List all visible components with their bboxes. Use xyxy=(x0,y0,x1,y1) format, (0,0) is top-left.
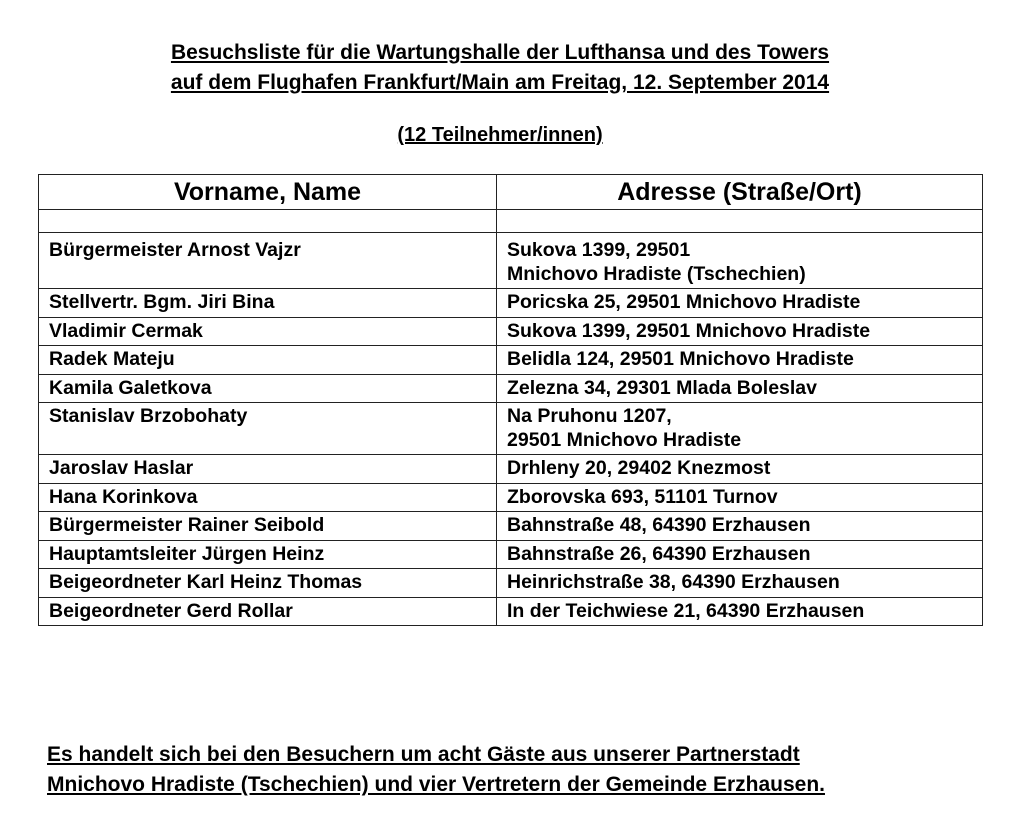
address-line-1: Drhleny 20, 29402 Knezmost xyxy=(507,457,771,479)
address-line-1: Heinrichstraße 38, 64390 Erzhausen xyxy=(507,571,840,593)
visitor-address-cell xyxy=(497,512,983,541)
table-row xyxy=(39,233,983,289)
visitor-address-cell xyxy=(497,597,983,626)
table-row xyxy=(39,289,983,318)
empty-cell xyxy=(497,210,983,233)
address-line-1: Poricska 25, 29501 Mnichovo Hradiste xyxy=(507,291,861,313)
title-line-2: auf dem Flughafen Frankfurt/Main am Freitag, 12. September 2014 xyxy=(170,71,830,94)
address-line-1: Zelezna 34, 29301 Mlada Boleslav xyxy=(507,376,818,399)
visitor-address-cell xyxy=(497,540,983,569)
address-line-1: Bahnstraße 26, 64390 Erzhausen xyxy=(507,542,811,565)
table-row xyxy=(39,483,983,512)
visitor-name-cell: Beigeordneter Gerd Rollar xyxy=(39,597,497,626)
participant-count: (12 Teilnehmer/innen) xyxy=(397,124,603,146)
table-row xyxy=(39,540,983,569)
visitor-name-cell: Jaroslav Haslar xyxy=(39,455,497,484)
visitor-name-cell: Kamila Galetkova xyxy=(39,374,497,403)
visitor-name-cell: Bürgermeister Rainer Seibold xyxy=(39,512,497,541)
visitor-address-cell xyxy=(497,483,983,512)
address-line-1: Belidla 124, 29501 Mnichovo Hradiste xyxy=(507,348,854,370)
table-row xyxy=(39,455,983,484)
visitor-address-cell xyxy=(497,346,983,375)
note-line-2: Mnichovo Hradiste (Tschechien) und vier Vertretern der Gemeinde Erzhausen. xyxy=(47,773,825,796)
visitor-address-cell xyxy=(497,403,983,455)
column-header-address: Adresse (Straße/Ort) xyxy=(497,175,983,210)
note-line-1: Es handelt sich bei den Besuchern um acht Gäste aus unserer Partnerstadt xyxy=(47,743,800,766)
visitor-name-cell: Bürgermeister Arnost Vajzr xyxy=(39,233,497,289)
visitor-name-cell: Radek Mateju xyxy=(39,346,497,375)
column-header-name: Vorname, Name xyxy=(39,175,497,210)
table-row xyxy=(39,512,983,541)
visitor-address-cell xyxy=(497,569,983,598)
visitor-address-cell xyxy=(497,289,983,318)
visitor-table xyxy=(38,174,983,626)
table-row xyxy=(39,317,983,346)
visitor-address-cell xyxy=(497,455,983,484)
visitor-name-cell: Stellvertr. Bgm. Jiri Bina xyxy=(39,289,497,318)
address-line-1: In der Teichwiese 21, 64390 Erzhausen xyxy=(507,599,865,622)
empty-row xyxy=(39,210,983,233)
address-line-1: Bahnstraße 48, 64390 Erzhausen xyxy=(507,514,811,536)
empty-cell xyxy=(39,210,497,233)
visitor-name-cell: Stanislav Brzobohaty xyxy=(39,403,497,455)
address-line-1: Na Pruhonu 1207, xyxy=(507,405,672,427)
table-row xyxy=(39,569,983,598)
address-line-2: 29501 Mnichovo Hradiste xyxy=(507,428,742,451)
table-row xyxy=(39,597,983,626)
visitor-name-cell: Beigeordneter Karl Heinz Thomas xyxy=(39,569,497,598)
visitor-address-cell xyxy=(497,317,983,346)
visitor-address-cell xyxy=(497,233,983,289)
table-row xyxy=(39,403,983,455)
visitor-name-cell: Hana Korinkova xyxy=(39,483,497,512)
table-row xyxy=(39,374,983,403)
visitor-address-cell xyxy=(497,374,983,403)
table-header-row xyxy=(39,175,983,210)
table-row xyxy=(39,346,983,375)
address-line-1: Sukova 1399, 29501 xyxy=(507,239,691,261)
footer-note xyxy=(47,740,987,800)
table-body xyxy=(39,210,983,626)
visitor-name-cell: Hauptamtsleiter Jürgen Heinz xyxy=(39,540,497,569)
address-line-2: Mnichovo Hradiste (Tschechien) xyxy=(507,262,806,285)
address-line-1: Sukova 1399, 29501 Mnichovo Hradiste xyxy=(507,319,871,342)
address-line-1: Zborovska 693, 51101 Turnov xyxy=(507,485,778,508)
visitor-name-cell: Vladimir Cermak xyxy=(39,317,497,346)
title-line-1: Besuchsliste für die Wartungshalle der Lufthansa und des Towers xyxy=(170,41,830,64)
document-title xyxy=(0,38,1000,98)
